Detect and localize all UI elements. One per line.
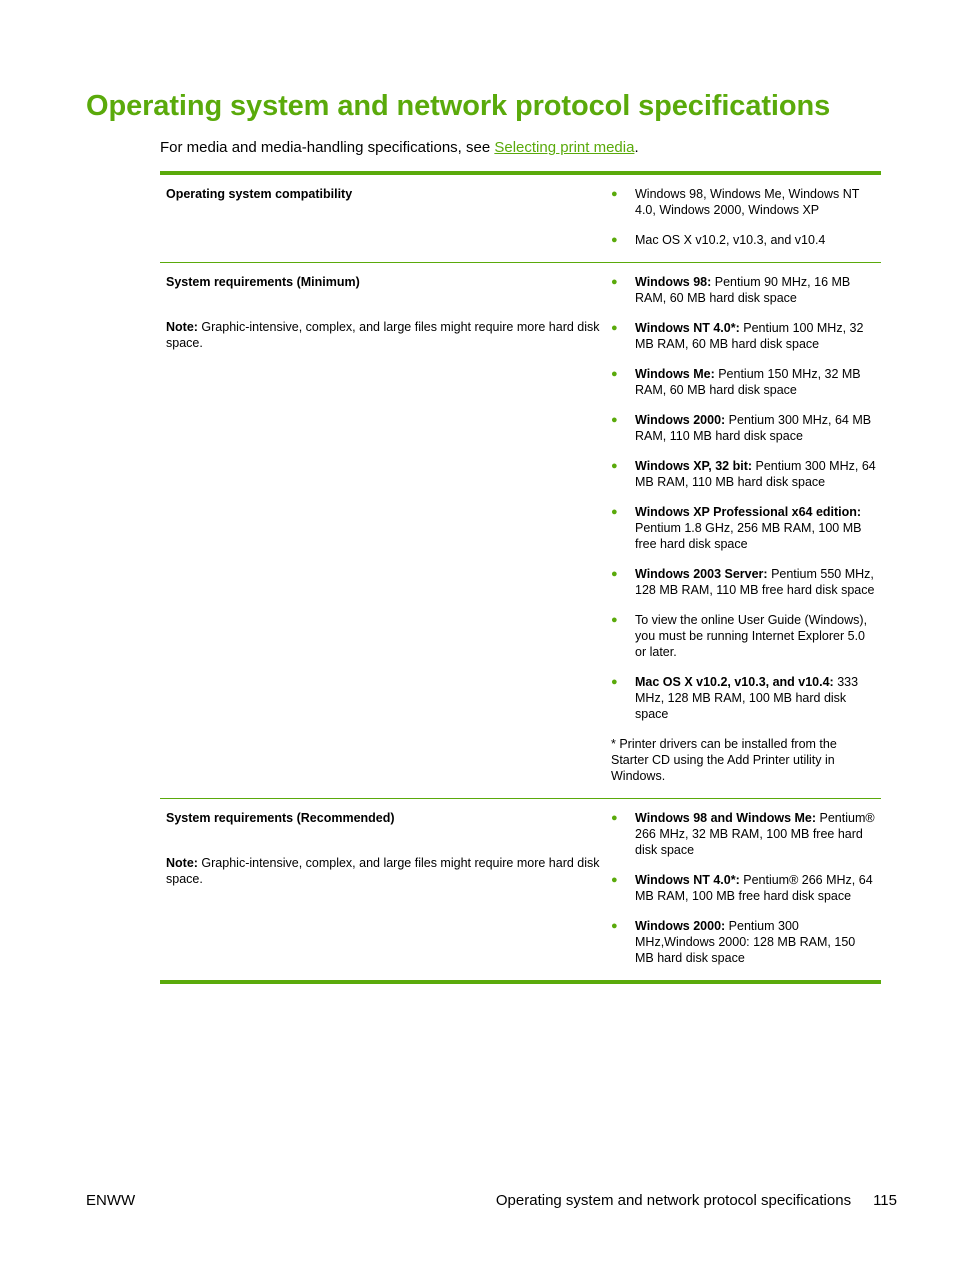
bullet-item <box>611 320 881 352</box>
bullet-icon: ● <box>611 460 618 472</box>
bullet-item <box>611 458 881 490</box>
bullet-list <box>611 810 881 966</box>
bullet-icon: ● <box>611 188 618 200</box>
bullet-bold-label: Windows NT 4.0*: <box>635 873 740 887</box>
note-text: Graphic-intensive, complex, and large files might require more hard disk space. <box>166 320 600 350</box>
bullet-text: Pentium 300 MHz,Windows 2000: 128 MB RAM, 150 MB hard disk space <box>635 919 856 965</box>
intro-text-end: . <box>634 139 639 156</box>
footnote: * Printer drivers can be installed from the Starter CD using the Add Printer utility in Windows. <box>611 737 837 783</box>
bullet-text: Pentium® 266 MHz, 64 MB RAM, 100 MB free hard disk space <box>635 873 873 903</box>
bullet-bold-label: Windows Me: <box>635 367 715 381</box>
bullet-text: 333 MHz, 128 MB RAM, 100 MB hard disk space <box>635 675 859 721</box>
bullet-text: Pentium 100 MHz, 32 MB RAM, 60 MB hard disk space <box>635 321 864 351</box>
bullet-icon: ● <box>611 812 618 824</box>
bullet-text: Pentium 1.8 GHz, 256 MB RAM, 100 MB free hard disk space <box>635 521 862 551</box>
spec-table <box>160 171 881 984</box>
bullet-text: Windows 98, Windows Me, Windows NT 4.0, Windows 2000, Windows XP <box>635 187 860 217</box>
bullet-icon: ● <box>611 506 618 518</box>
page-title: Operating system and network protocol specifications <box>86 90 831 122</box>
selecting-print-media-link[interactable]: Selecting print media <box>494 139 635 156</box>
bullet-item <box>611 274 881 306</box>
spec-value-cell <box>611 799 881 980</box>
bullet-item <box>611 232 881 248</box>
bullet-text: Pentium 150 MHz, 32 MB RAM, 60 MB hard disk space <box>635 367 861 397</box>
row-heading: System requirements (Recommended) <box>166 811 395 825</box>
bullet-item <box>611 674 881 722</box>
bullet-item <box>611 918 881 966</box>
intro-paragraph <box>160 139 639 156</box>
bullet-icon: ● <box>611 568 618 580</box>
bullet-icon: ● <box>611 234 618 246</box>
spec-label-cell <box>160 799 611 980</box>
bullet-text: Pentium® 266 MHz, 32 MB RAM, 100 MB free hard disk space <box>635 811 875 857</box>
note-label: Note: <box>166 856 198 870</box>
bullet-item <box>611 872 881 904</box>
spec-value-cell <box>611 175 881 262</box>
intro-text: For media and media-handling specifications, see <box>160 139 495 156</box>
spec-row-recommended-requirements <box>160 798 881 980</box>
bullet-text: Mac OS X v10.2, v10.3, and v10.4 <box>635 233 826 247</box>
bullet-icon: ● <box>611 276 618 288</box>
bullet-icon: ● <box>611 368 618 380</box>
bullet-item <box>611 566 881 598</box>
bullet-bold-label: Windows NT 4.0*: <box>635 321 740 335</box>
bullet-text: Pentium 550 MHz, 128 MB RAM, 110 MB free hard disk space <box>635 567 875 597</box>
bullet-bold-label: Windows XP Professional x64 edition: <box>635 505 862 519</box>
bullet-bold-label: Windows XP, 32 bit: <box>635 459 753 473</box>
bullet-item <box>611 612 881 660</box>
spec-label-cell <box>160 175 611 262</box>
bullet-item <box>611 504 881 552</box>
row-heading: Operating system compatibility <box>166 187 353 201</box>
bullet-bold-label: Windows 2003 Server: <box>635 567 768 581</box>
note <box>166 855 605 887</box>
bullet-text: Pentium 300 MHz, 64 MB RAM, 110 MB hard disk space <box>635 459 876 489</box>
row-heading: System requirements (Minimum) <box>166 275 360 289</box>
page-number: 115 <box>873 1192 897 1209</box>
bullet-text: Pentium 90 MHz, 16 MB RAM, 60 MB hard disk space <box>635 275 851 305</box>
bullet-item <box>611 412 881 444</box>
bullet-icon: ● <box>611 874 618 886</box>
note-text: Graphic-intensive, complex, and large files might require more hard disk space. <box>166 856 600 886</box>
spec-row-os-compatibility <box>160 175 881 262</box>
footer-left-label: ENWW <box>86 1192 136 1209</box>
bullet-list <box>611 274 881 722</box>
bullet-icon: ● <box>611 322 618 334</box>
bullet-icon: ● <box>611 614 618 626</box>
spec-value-cell <box>611 263 881 798</box>
bullet-list <box>611 186 881 248</box>
bullet-icon: ● <box>611 920 618 932</box>
footer-right <box>496 1192 897 1209</box>
bullet-bold-label: Windows 2000: <box>635 919 726 933</box>
note <box>166 319 605 351</box>
bullet-icon: ● <box>611 676 618 688</box>
bullet-bold-label: Windows 98 and Windows Me: <box>635 811 817 825</box>
note-label: Note: <box>166 320 198 334</box>
bullet-item <box>611 186 881 218</box>
spec-row-min-requirements <box>160 262 881 798</box>
bullet-bold-label: Mac OS X v10.2, v10.3, and v10.4: <box>635 675 834 689</box>
bullet-item <box>611 366 881 398</box>
bullet-bold-label: Windows 2000: <box>635 413 726 427</box>
bullet-item <box>611 810 881 858</box>
bullet-text: To view the online User Guide (Windows), you must be running Internet Explorer 5.0 or later. <box>635 613 868 659</box>
spec-label-cell <box>160 263 611 798</box>
bullet-icon: ● <box>611 414 618 426</box>
bullet-bold-label: Windows 98: <box>635 275 712 289</box>
bullet-text: Pentium 300 MHz, 64 MB RAM, 110 MB hard disk space <box>635 413 872 443</box>
footer-section-title: Operating system and network protocol specifications <box>495 1192 852 1209</box>
